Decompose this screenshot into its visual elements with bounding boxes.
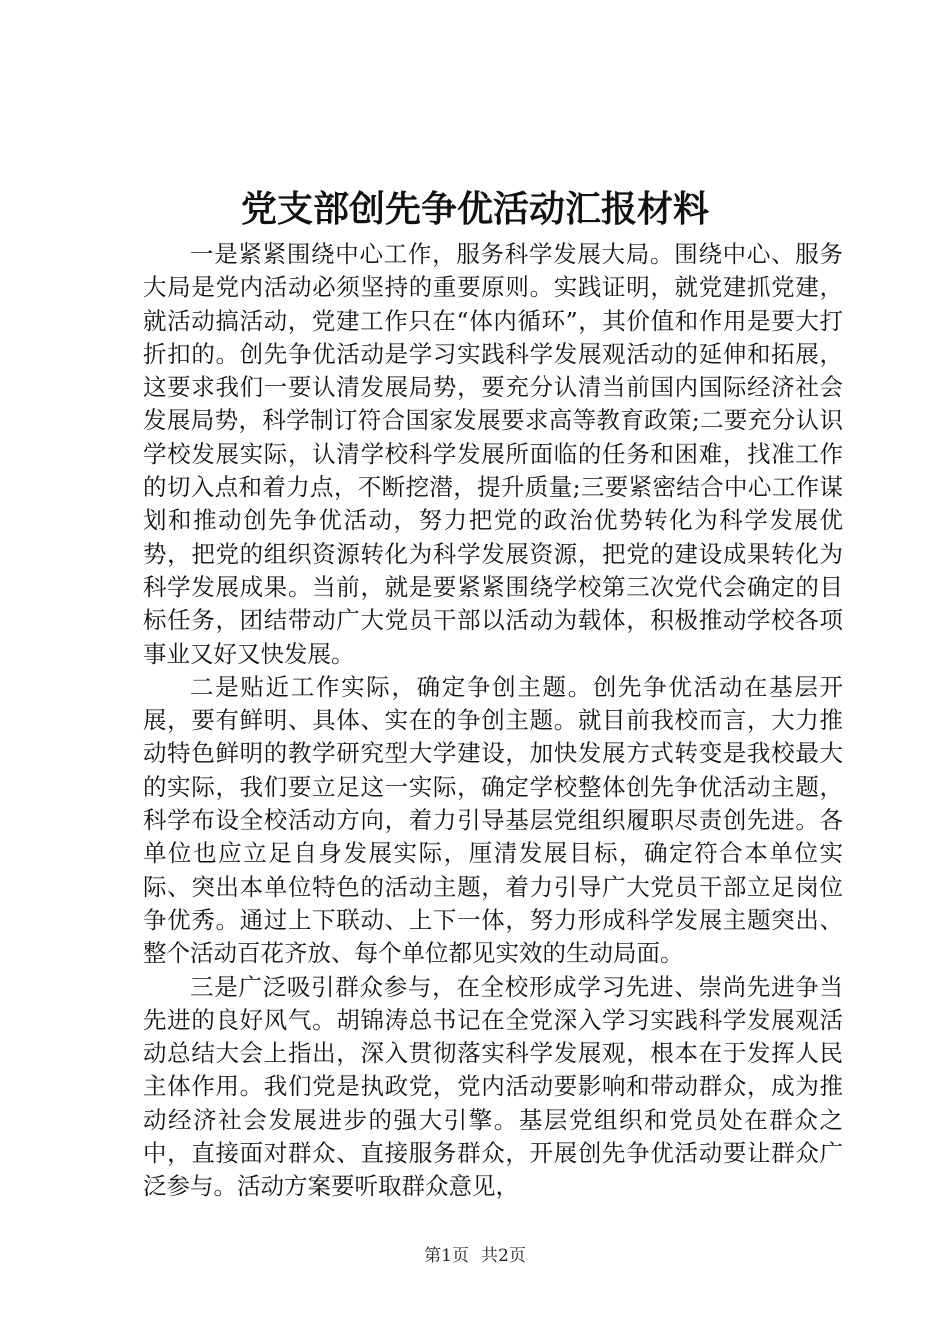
page-footer — [0, 1245, 950, 1267]
paragraph-1: 一是紧紧围绕中心工作，服务科学发展大局。围绕中心、服务大局是党内活动必须坚持的重要原则。实践证明，就党建抓党建，就活动搞活动，党建工作只在“体内循环”，其价值和作用是要大打折扣的。创先争优活动是学习实践科学发展观活动的延伸和拓展，这要求我们一要认清发展局势，要充分认清当前国内国际经济社会发展局势，科学制订符合国家发展要求高等教育政策;二要充分认识学校发展实际，认清学校科学发展所面临的任务和困难，找准工作的切入点和着力点，不断挖潜，提升质量;三要紧密结合中心工作谋划和推动创先争优活动，努力把党的政治优势转化为科学发展优势，把党的组织资源转化为科学发展资源，把党的建设成果转化为科学发展成果。当前，就是要紧紧围绕学校第三次党代会确定的目标任务，团结带动广大党员干部以活动为载体，积极推动学校各项事业又好又快发展。 — [143, 240, 843, 668]
page-number-current: 第1页 — [424, 1246, 469, 1266]
document-title: 党支部创先争优活动汇报材料 — [240, 188, 709, 230]
paragraph-3: 三是广泛吸引群众参与，在全校形成学习先进、崇尚先进争当先进的良好风气。胡锦涛总书记在全党深入学习实践科学发展观活动总结大会上指出，深入贯彻落实科学发展观，根本在于发挥人民主体作用。我们党是执政党，党内活动要影响和带动群众，成为推动经济社会发展进步的强大引擎。基层党组织和党员处在群众之中，直接面对群众、直接服务群众，开展创先争优活动要让群众广泛参与。活动方案要听取群众意见， — [143, 972, 843, 1201]
page-number-total: 共2页 — [481, 1246, 526, 1266]
paragraph-2: 二是贴近工作实际，确定争创主题。创先争优活动在基层开展，要有鲜明、具体、实在的争创主题。就目前我校而言，大力推动特色鲜明的教学研究型大学建设，加快发展方式转变是我校最大的实际，我们要立足这一实际，确定学校整体创先争优活动主题，科学布设全校活动方向，着力引导基层党组织履职尽责创先进。各单位也应立足自身发展实际，厘清发展目标，确定符合本单位实际、突出本单位特色的活动主题，着力引导广大党员干部立足岗位争优秀。通过上下联动、上下一体，努力形成科学发展主题突出、整个活动百花齐放、每个单位都见实效的生动局面。 — [143, 672, 843, 968]
document-body — [143, 238, 843, 1204]
